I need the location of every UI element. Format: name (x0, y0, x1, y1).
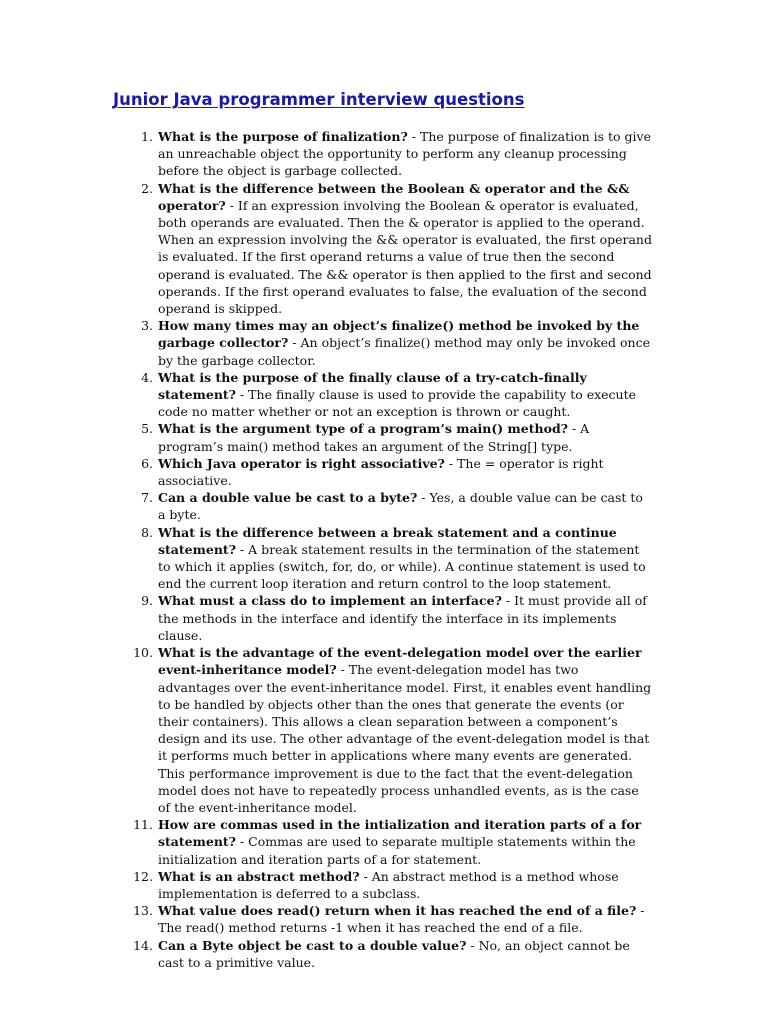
question-item (131, 128, 653, 180)
answer-text: - The purpose of finalization is to give an unreachable object the opportunity to perform any cleanup processing before the object is garbage collected. (158, 129, 652, 179)
question-text: How are commas used in the intialization and iteration parts of a for statement? (158, 817, 642, 850)
question-item (131, 816, 653, 868)
question-item (131, 592, 653, 644)
answer-text: - A program’s main() method takes an argument of the String[] type. (158, 421, 590, 454)
question-body (158, 816, 653, 868)
question-text: What is an abstract method? (158, 868, 360, 884)
question-number: 6. (141, 455, 153, 471)
question-item (131, 902, 653, 936)
question-number: 12. (133, 868, 153, 884)
question-number: 4. (141, 369, 153, 385)
question-body (158, 902, 653, 936)
question-body (158, 317, 653, 369)
question-body (158, 180, 653, 318)
question-number: 11. (133, 817, 153, 833)
question-text: What is the difference between a break statement and a continue statement? (158, 524, 617, 557)
question-item (131, 455, 653, 489)
question-number: 1. (141, 129, 153, 144)
question-number: 9. (141, 593, 153, 609)
document-title: Junior Java programmer interview questions (113, 90, 525, 109)
question-number: 7. (141, 490, 153, 506)
question-number: 2. (141, 180, 153, 196)
question-text: What is the difference between the Boolean & operator and the && operator? (158, 180, 630, 213)
question-body (158, 369, 653, 421)
question-body (158, 489, 653, 523)
question-text: Can a double value be cast to a byte? (158, 490, 418, 506)
question-item (131, 180, 653, 318)
question-body (158, 644, 653, 816)
answer-text: - A break statement results in the termination of the statement to which it applies (switch, for, do, or while). A continue statement is used to end the current loop iteration and return control to the loop statement. (158, 541, 646, 592)
question-body (158, 592, 653, 644)
question-body (158, 420, 653, 454)
question-text: What is the advantage of the event-delegation model over the earlier event-inheritance model? (158, 645, 642, 678)
answer-text: - The read() method returns -1 when it has reached the end of a file. (158, 903, 645, 936)
question-number: 5. (141, 421, 153, 437)
question-text: What is the purpose of the finally clause of a try-catch-finally statement? (158, 369, 587, 403)
answer-text: - The event-delegation model has two advantages over the event-inheritance model. First, it enables event handling to be handled by objects other than the ones that generate the events (or their containers). This allows a clean separation between a component’s design and its use. The other advantage of the event-delegation model is that it performs much better in applications where many events are generated. This performance improvement is due to the fact that the event-delegation model does not have to repeatedly process unhandled events, as is the case of the event-inheritance model. (158, 662, 652, 815)
question-item (131, 937, 653, 971)
question-body (158, 128, 653, 180)
question-item (131, 524, 653, 593)
question-number: 10. (133, 645, 153, 661)
question-item (131, 369, 653, 421)
answer-text: - It must provide all of the methods in the interface and identify the interface in its implements clause. (158, 593, 647, 643)
question-item (131, 644, 653, 816)
question-number: 14. (133, 937, 153, 953)
answer-text: - An object’s finalize() method may only be invoked once by the garbage collector. (158, 335, 651, 368)
question-body (158, 868, 653, 902)
question-item (131, 420, 653, 454)
question-text: Can a Byte object be cast to a double value? (158, 937, 467, 953)
answer-text: - No, an object cannot be cast to a primitive value. (158, 937, 630, 970)
answer-text: - An abstract method is a method whose implementation is deferred to a subclass. (158, 868, 619, 901)
question-body (158, 455, 653, 489)
question-text: Which Java operator is right associative? (158, 455, 445, 471)
answer-text: - Yes, a double value can be cast to a byte. (158, 490, 643, 523)
answer-text: - Commas are used to separate multiple statements within the initialization and iteration parts of a for statement. (158, 834, 636, 867)
question-item (131, 868, 653, 902)
question-body (158, 937, 653, 971)
question-number: 3. (141, 318, 153, 334)
answer-text: - The finally clause is used to provide the capability to execute code no matter whether or not an exception is thrown or caught. (158, 387, 637, 420)
question-number: 13. (133, 903, 153, 919)
question-list (131, 128, 653, 971)
question-text: What value does read() return when it has reached the end of a file? (158, 903, 637, 919)
question-body (158, 524, 653, 593)
question-item (131, 317, 653, 369)
question-text: What must a class do to implement an interface? (158, 593, 502, 609)
answer-text: - The = operator is right associative. (158, 455, 604, 489)
answer-text: - If an expression involving the Boolean & operator is evaluated, both operands are evaluated. Then the & operator is applied to the operand. When an expression involving the && operator is evaluated, the first operand is evaluated. If the first operand returns a value of true then the second operand is evaluated. The && operator is then applied to the first and second operands. If the first operand evaluates to false, the evaluation of the second operand is skipped. (158, 197, 652, 317)
question-text: What is the argument type of a program’s main() method? (158, 421, 569, 437)
question-number: 8. (141, 524, 153, 540)
question-text: How many times may an object’s finalize() method be invoked by the garbage collector? (158, 318, 640, 351)
question-text: What is the purpose of finalization? (158, 129, 408, 144)
question-item (131, 489, 653, 523)
